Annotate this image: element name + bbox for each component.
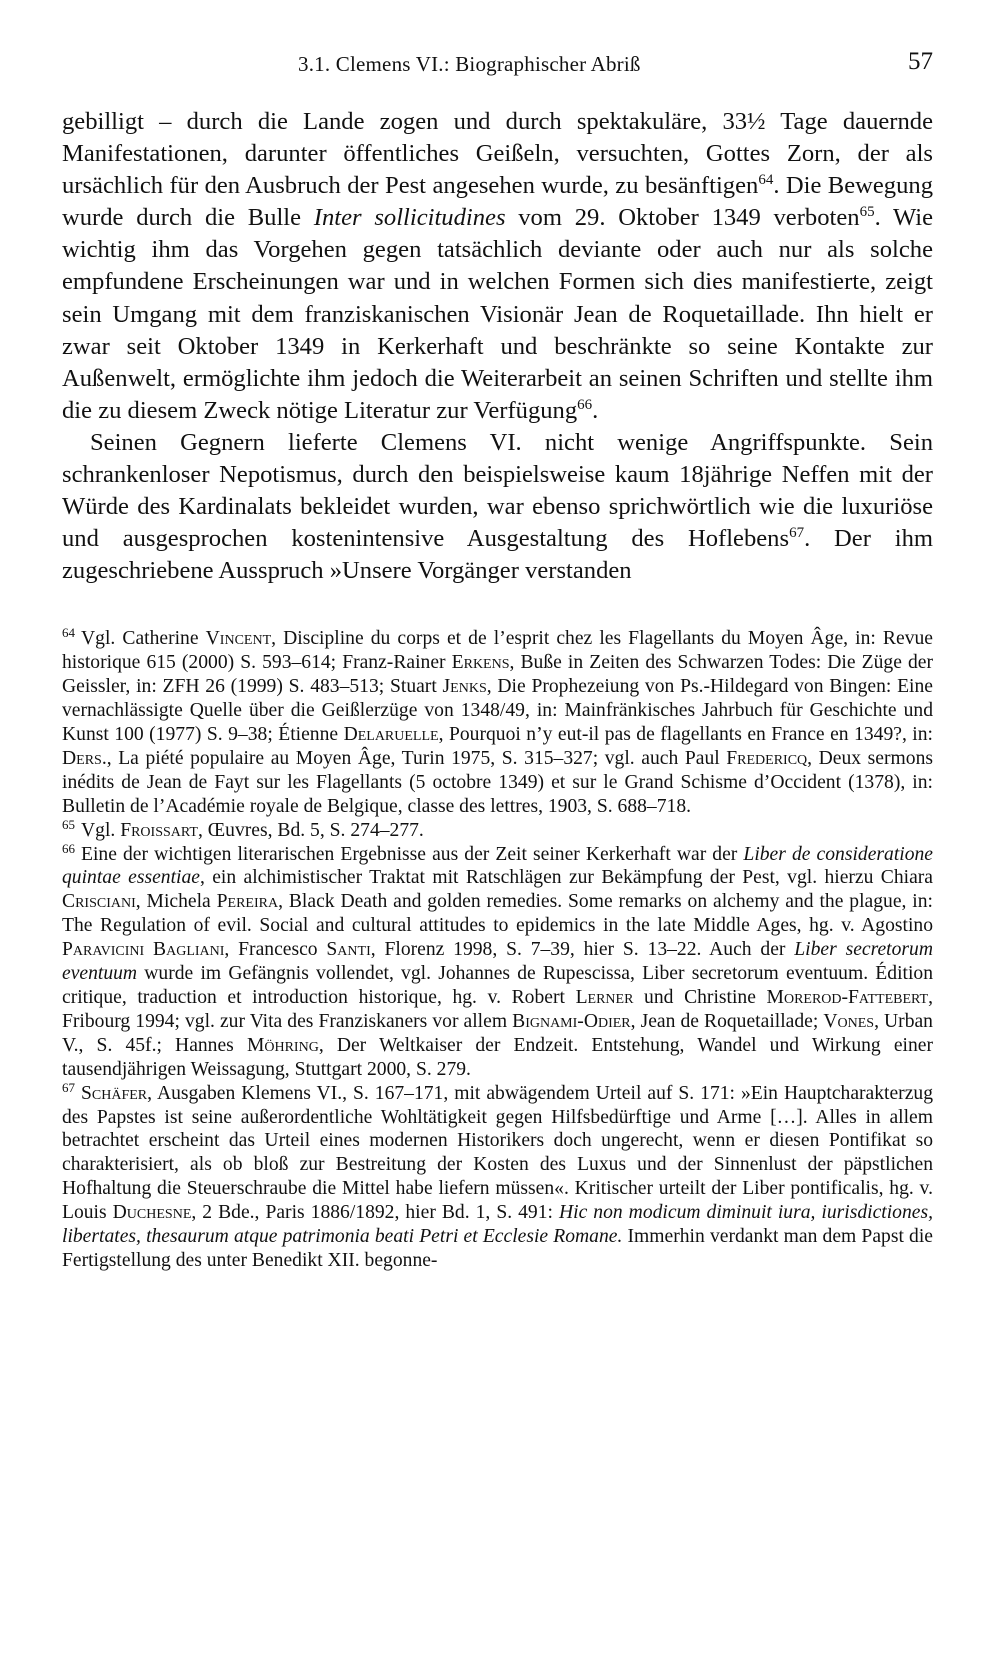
footnote-ref-66[interactable]: 66	[577, 396, 593, 413]
running-title: 3.1. Clemens VI.: Biographischer Abriß	[298, 52, 641, 76]
main-text	[62, 106, 933, 587]
paragraph-2: Seinen Gegnern lieferte Clemens VI. nicht wenige Angriffspunkte. Sein schrankenloser Nepotismus, durch den beispielsweise kaum 18jährige Neffen mit der Würde des Kardinalats bekleidet wurden, war ebenso sprichwörtlich wie die luxuriöse und ausgesprochen kostenintensive Ausgestaltung des Hoflebens$^{67}$. Der ihm zugeschriebene Ausspruch »Unsere Vorgänger verstanden	[62, 428, 934, 585]
author-name: Schäfer	[81, 1082, 148, 1104]
page-number: 57	[908, 48, 933, 75]
author-name: Santi	[326, 939, 371, 961]
footnote-65: $^{65}$ Vgl. Froissart, Œuvres, Bd. 5, S. 274–277.	[62, 816, 424, 841]
author-name: Jenks	[442, 676, 487, 698]
author-name: Duchesne	[112, 1202, 192, 1224]
author-name: Lerner	[575, 987, 634, 1008]
author-name: Erkens	[451, 652, 510, 674]
running-header	[62, 48, 933, 84]
footnote-ref-65[interactable]: 65	[859, 204, 875, 221]
work-title: Liber secretorum eventuum	[62, 939, 933, 985]
author-name: Paravicini Bagliani	[62, 939, 225, 961]
paragraph-1: gebilligt – durch die Lande zogen und durch spektakuläre, 33½ Tage dauernde Manifestationen, darunter öffentliches Geißeln, versuchten, Gottes Zorn, der als ursächlich für den Ausbruch der Pest angesehen wurde, zu besänftigen$^{64}$. Die Bewegung wurde durch die Bulle Inter sollicitudines vom 29. Oktober 1349 verboten$^{65}$. Wie wichtig ihm das Vorgehen gegen tatsächlich deviante oder auch nur als solche empfundene Erscheinungen war und in welchen Formen sich dies manifestierte, zeigt sein Umgang mit dem franziskanischen Visionär Jean de Roquetaillade. Ihn hielt er zwar seit Oktober 1349 in Kerkerhaft und beschränkte so seine Kontakte zur Außenwelt, ermöglichte ihm jedoch die Weiterarbeit an seinen Schriften und stellte ihm die zu diesem Zweck nötige Literatur zur Verfügung$^{66}$.	[62, 108, 933, 424]
author-name: Bignami-Odier	[512, 1010, 631, 1032]
bull-title: Inter sollicitudines	[313, 204, 506, 232]
footnote-number: 66	[62, 840, 75, 856]
author-name: Froissart	[120, 819, 198, 841]
author-name: Möhring	[246, 1034, 319, 1056]
author-name: Fredericq	[726, 747, 808, 769]
footnote-number: 67	[62, 1079, 75, 1095]
author-name: Delaruelle	[343, 724, 439, 746]
latin-quotation: Hic non modicum diminuit iura, iurisdictiones, libertates, thesaurum atque patrimonia beati Petri et Ecclesie Romane.	[62, 1202, 933, 1248]
author-name: Vones	[823, 1010, 875, 1032]
author-name: Morerod-Fattebert	[766, 987, 929, 1008]
footnote-67: $^{67}$ Schäfer, Ausgaben Klemens VI., S. 167–171, mit abwägendem Urteil auf S. 171: »Ein Hauptcharakterzug des Papstes ist seine außerordentliche Wohltätigkeit gegen Hilfsbedürftige und Arme […]. Alles in allem betrachtet erscheint das Urteil eines modernen Historikers doch ungerecht, wenn er diesen Pontifikat so charakterisiert, als ob bloß zur Bestreitung der Kosten des Luxus und der Sinnenlust der päpstlichen Hofhaltung die Steuerschraube die Mittel habe liefern müssen«. Kritischer urteilt der Liber pontificalis, hg. v. Louis Duchesne, 2 Bde., Paris 1886/1892, hier Bd. 1, S. 491: Hic non modicum diminuit iura, iurisdictiones, libertates, thesaurum atque patrimonia beati Petri et Ecclesie Romane. Immerhin verdankt man dem Papst die Fertigstellung des unter Benedikt XII. begonne-	[62, 1079, 933, 1271]
footnote-ref-67[interactable]: 67	[789, 525, 805, 542]
book-page	[62, 48, 933, 1273]
author-name: Pereira	[216, 891, 279, 913]
footnote-64: $^{64}$ Vgl. Catherine Vincent, Discipline du corps et de l’esprit chez les Flagellants du Moyen Âge, in: Revue historique 615 (2000) S. 593–614; Franz-Rainer Erkens, Buße in Zeiten des Schwarzen Todes: Die Züge der Geissler, in: ZFH 26 (1999) S. 483–513; Stuart Jenks, Die Prophezeiung von Ps.-Hildegard von Bingen: Eine vernachlässigte Quelle über die Geißlerzüge von 1348/49, in: Mainfränkisches Jahrbuch für Geschichte und Kunst 100 (1977) S. 9–38; Étienne Delaruelle, Pourquoi n’y eut-il pas de flagellants en France en 1349?, in: Ders., La piété populaire au Moyen Âge, Turin 1975, S. 315–327; vgl. auch Paul Fredericq, Deux sermons inédits de Jean de Fayt sur les Flagellants (5 octobre 1349) et sur le Grand Schisme d’Occident (1378), in: Bulletin de l’Académie royale de Belgique, classe des lettres, 1903, S. 688–718.	[62, 625, 933, 817]
footnote-number: 65	[62, 816, 75, 832]
footnote-number: 64	[62, 625, 75, 641]
author-name: Ders.	[62, 747, 107, 769]
author-name: Crisciani	[62, 891, 136, 913]
footnote-66: $^{66}$ Eine der wichtigen literarischen Ergebnisse aus der Zeit seiner Kerkerhaft war der Liber de consideratione quintae essentiae, ein alchimistischer Traktat mit Ratschlägen zur Bekämpfung der Pest, vgl. hierzu Chiara Crisciani, Michela Pereira, Black Death and golden remedies. Some remarks on alchemy and the plague, in: The Regulation of evil. Social and cultural attitudes to epidemics in the late Middle Ages, hg. v. Agostino Paravicini Bagliani, Francesco Santi, Florenz 1998, S. 7–39, hier S. 13–22. Auch der Liber secretorum eventuum wurde im Gefängnis vollendet, vgl. Johannes de Rupescissa, Liber secretorum eventuum. Édition critique, traduction et introduction historique, hg. v. Robert Lerner und Christine Morerod-Fattebert, Fribourg 1994; vgl. zur Vita des Franziskaners vor allem Bignami-Odier, Jean de Roquetaillade; Vones, Urban V., S. 45f.; Hannes Möhring, Der Weltkaiser der Endzeit. Entstehung, Wandel und Wirkung einer tausendjährigen Weissagung, Stuttgart 2000, S. 279.	[62, 840, 934, 1080]
footnotes	[62, 627, 933, 1272]
author-name: Vincent	[205, 628, 272, 650]
work-title: Liber de consideratione quintae essentiae	[62, 843, 934, 889]
footnote-ref-64[interactable]: 64	[758, 172, 774, 189]
